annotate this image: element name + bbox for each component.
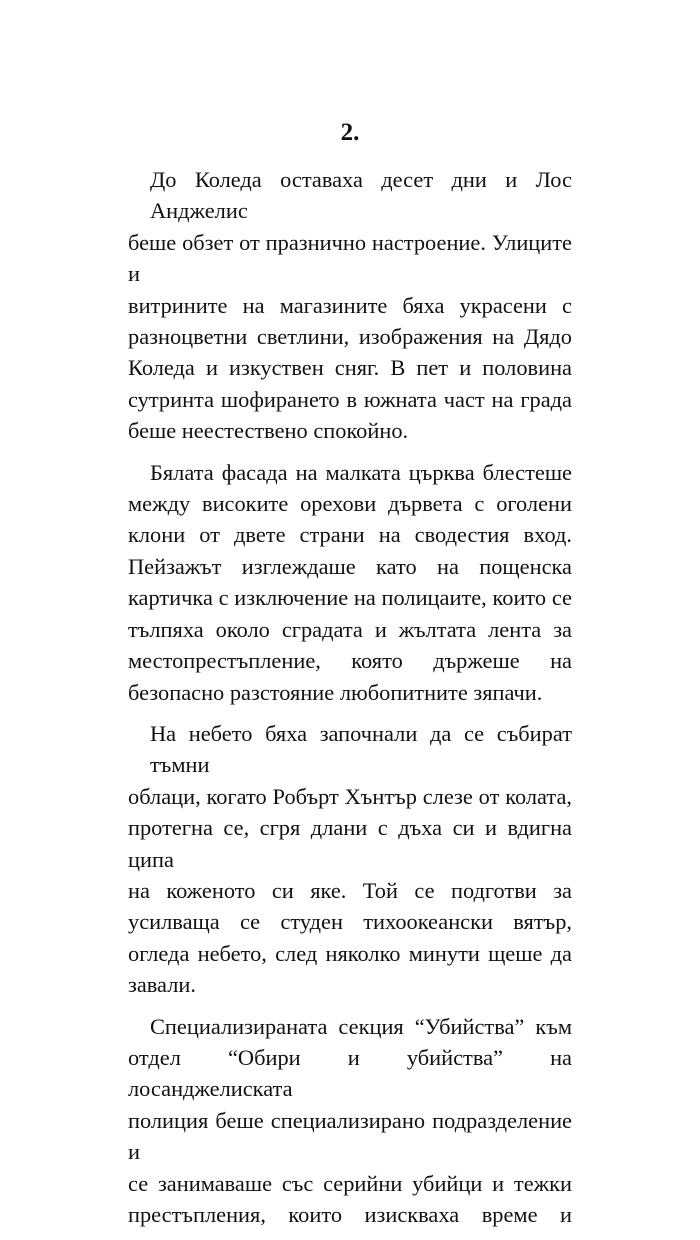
paragraph-3 xyxy=(128,718,572,1001)
text-line: отдел “Обири и убийства” на лосанджелиската xyxy=(128,1044,572,1102)
text-line: картичка с изключение на полицаите, които се xyxy=(128,585,572,611)
text-line: Специализираната секция “Убийства” към xyxy=(150,1013,572,1039)
text-line: протегна се, сгря длани с дъха си и вдигна ципа xyxy=(128,815,572,872)
text-line: огледа небето, след няколко минути щеше да xyxy=(128,940,572,966)
chapter-number: 2. xyxy=(340,119,360,146)
text-line: облаци, когато Робърт Хънтър слезе от колата, xyxy=(128,783,572,809)
text-line: витрините на магазините бяха украсени с xyxy=(128,292,572,318)
text-line: На небето бяха започнали да се събират тъмни xyxy=(150,720,572,778)
text-line: завали. xyxy=(128,972,196,998)
paragraph-4 xyxy=(128,1011,572,1231)
text-line: се занимаваше със серийни убийци и тежки xyxy=(128,1170,572,1196)
text-line: Пейзажът изглеждаше като на пощенска xyxy=(128,553,572,579)
text-line: Коледа и изкуствен сняг. В пет и половина xyxy=(128,355,572,381)
text-line: клони от двете страни на сводестия вход. xyxy=(128,522,572,548)
text-line: разноцветни светлини, изображения на Дядо xyxy=(128,324,572,350)
text-line: полиция беше специализирано подразделение и xyxy=(128,1107,572,1165)
text-line: престъпления, които изискваха време и xyxy=(128,1202,572,1227)
text-line: на коженото си яке. Той се подготви за xyxy=(128,877,572,903)
text-line: беше неестествено спокойно. xyxy=(128,418,409,444)
text-line: сутринта шофирането в южната част на града xyxy=(128,386,572,412)
text-line: До Коледа оставаха десет дни и Лос Анджелис xyxy=(150,167,572,224)
text-line: безопасно разстояние любопитните зяпачи. xyxy=(128,679,543,705)
text-line: тълпяха около сградата и жълтата лента за xyxy=(128,616,572,642)
text-line: Бялата фасада на малката църква блестеше xyxy=(150,459,572,485)
text-line: усилваща се студен тихоокеански вятър, xyxy=(128,909,572,935)
chapter-body xyxy=(128,164,572,1240)
text-line: беше обзет от празнично настроение. Улиците и xyxy=(128,229,572,287)
paragraph-1 xyxy=(128,164,572,447)
text-line: местопрестъпление, която държеше на xyxy=(128,648,572,674)
paragraph-2 xyxy=(128,457,572,708)
text-line: между високите орехови дървета с оголени xyxy=(128,491,572,517)
